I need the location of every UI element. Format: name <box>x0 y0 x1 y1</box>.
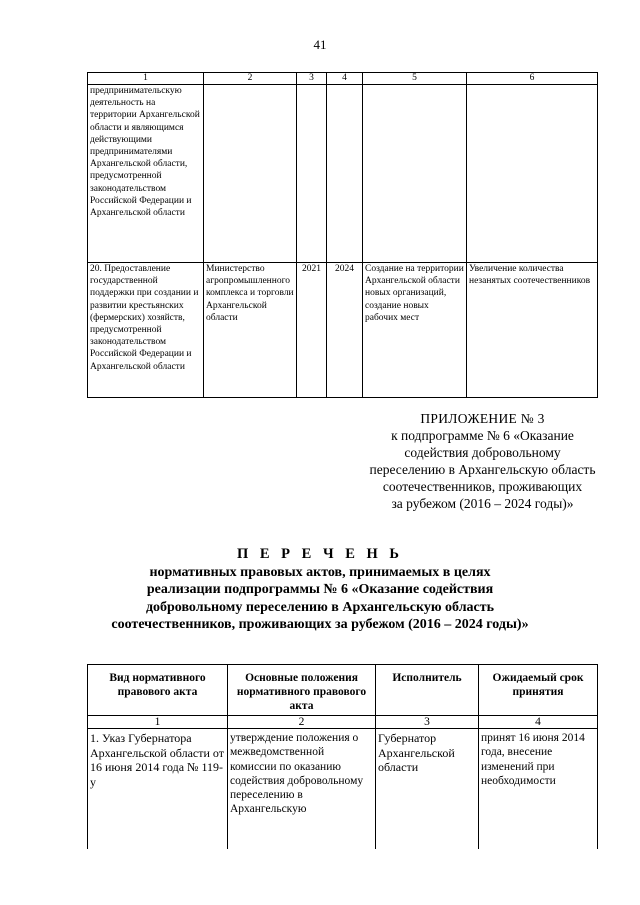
executor-cell: Губернатор Архангельской области <box>376 729 479 849</box>
column-number-row <box>88 716 598 729</box>
appendix-line: переселению в Архангельскую область <box>369 462 596 477</box>
list-subtitle-line: нормативных правовых актов, принимаемых в целях <box>149 564 491 580</box>
appendix-line: за рубежом (2016 – 2024 годы)» <box>391 496 574 511</box>
appendix-title: ПРИЛОЖЕНИЕ № 3 <box>420 411 545 426</box>
header-provisions: Основные положения нормативного правового акта <box>228 665 376 716</box>
column-number-1: 1 <box>88 716 228 729</box>
table-header-row <box>88 73 598 85</box>
column-number-2: 2 <box>228 716 376 729</box>
column-number-4: 4 <box>327 73 363 85</box>
provisions-cell: утверждение положения о межведомственной комиссии по оказанию содействия добровольному переселению в Архангельскую <box>228 729 376 849</box>
executor-cell <box>204 85 297 263</box>
start-year-cell <box>297 85 327 263</box>
legal-acts-table <box>87 664 598 849</box>
appendix-block <box>335 410 630 512</box>
end-year-cell <box>327 85 363 263</box>
table-row <box>88 729 598 849</box>
deadline-cell: принят 16 июня 2014 года, внесение изменений при необходимости <box>479 729 598 849</box>
page-number: 41 <box>313 37 327 52</box>
column-number-3: 3 <box>297 73 327 85</box>
appendix-line: к подпрограмме № 6 «Оказание <box>391 428 574 443</box>
indicator-cell <box>467 85 598 263</box>
result-cell: Создание на территории Архангельской области новых организаций, создание новых рабочих мест <box>363 263 467 398</box>
executor-cell: Министерство агропромышленного комплекса и торговли Архангельской области <box>204 263 297 398</box>
list-title: П Е Р Е Ч Е Н Ь <box>236 546 404 562</box>
list-heading <box>0 546 640 634</box>
appendix-line: содействия добровольному <box>404 445 561 460</box>
column-number-1: 1 <box>88 73 204 85</box>
column-number-2: 2 <box>204 73 297 85</box>
end-year-cell: 2024 <box>327 263 363 398</box>
indicator-cell: Увеличение количества незанятых соотечественников <box>467 263 598 398</box>
column-number-6: 6 <box>467 73 598 85</box>
table-header-row <box>88 665 598 716</box>
list-subtitle-line: соотечественников, проживающих за рубежом (2016 – 2024 годы)» <box>111 617 529 632</box>
appendix-line: соотечественников, проживающих <box>382 479 583 494</box>
header-deadline: Ожидаемый срок принятия <box>479 665 598 716</box>
column-number-3: 3 <box>376 716 479 729</box>
result-cell <box>363 85 467 263</box>
column-number-5: 5 <box>363 73 467 85</box>
activities-table <box>87 72 598 398</box>
list-subtitle-line: добровольному переселению в Архангельскую область <box>145 599 495 615</box>
header-act-type: Вид нормативного правового акта <box>88 665 228 716</box>
header-executor: Исполнитель <box>376 665 479 716</box>
start-year-cell: 2021 <box>297 263 327 398</box>
table-row <box>88 263 598 398</box>
activity-cell: 20. Предоставление государственной поддержки при создании и развитии крестьянских (фермерских) хозяйств, предусмотренной законодательством Российской Федерации и Архангельской области <box>88 263 204 398</box>
list-subtitle-line: реализации подпрограммы № 6 «Оказание содействия <box>146 582 494 597</box>
table-row <box>88 85 598 263</box>
activity-cell: предпринимательскую деятельность на территории Архангельской области и являющимся действующими предпринимателями Архангельской области, предусмотренной законодательством Российской Федерации и Архангельской области <box>88 85 204 263</box>
column-number-4: 4 <box>479 716 598 729</box>
act-type-cell: 1. Указ Губернатора Архангельской области от 16 июня 2014 года № 119-у <box>88 729 228 849</box>
